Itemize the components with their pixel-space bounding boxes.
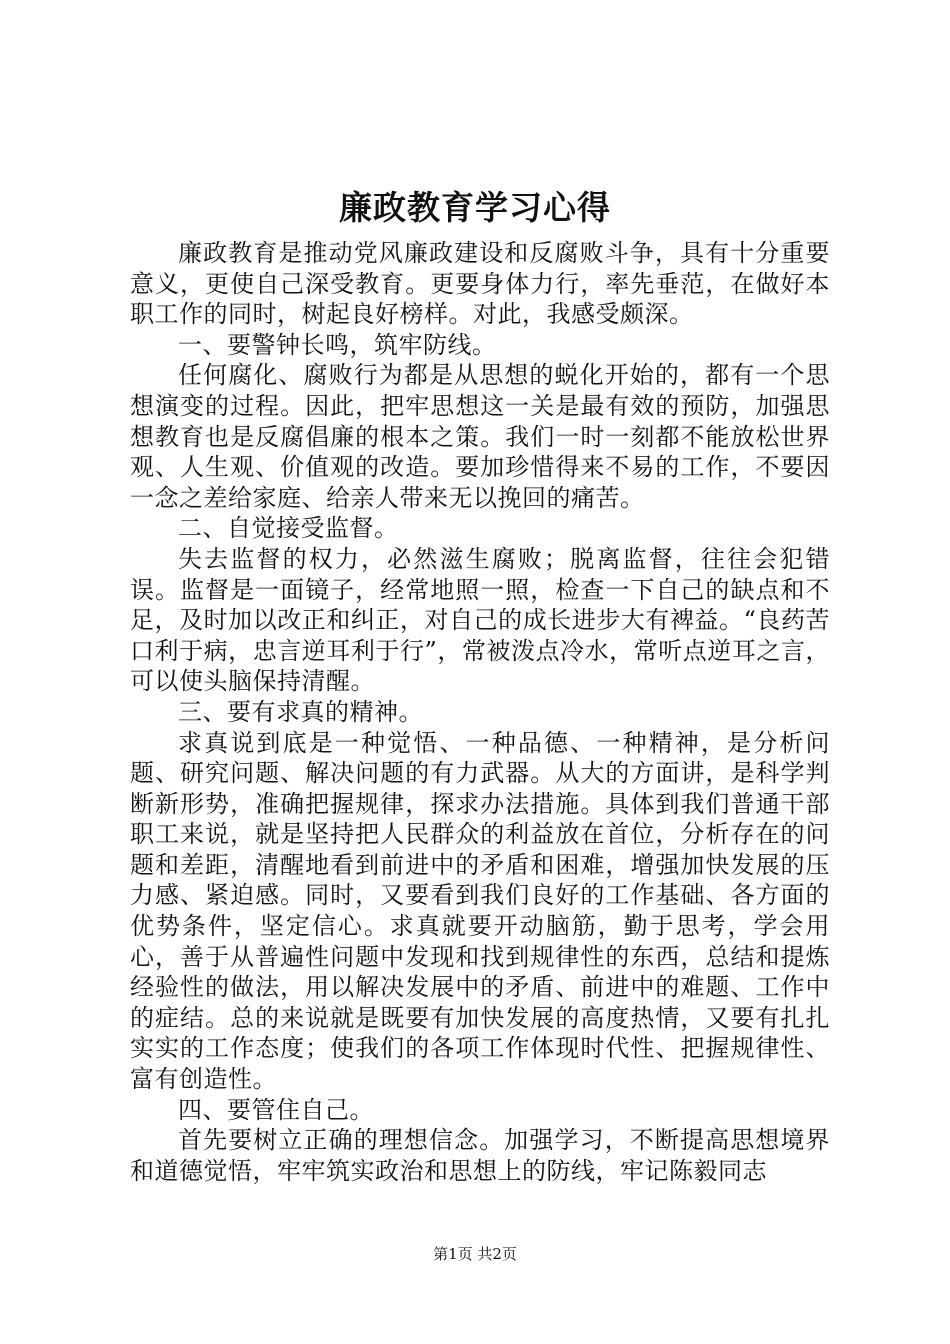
document-title: 廉政教育学习心得 bbox=[339, 188, 611, 227]
document-body bbox=[130, 238, 830, 1186]
paragraph-section-3: 求真说到底是一种觉悟、一种品德、一种精神，是分析问题、研究问题、解决问题的有力武器。从大的方面讲，是科学判断新形势，准确把握规律，探求办法措施。具体到我们普通干部职工来说，就是坚持把人民群众的利益放在首位，分析存在的问题和差距，清醒地看到前进中的矛盾和困难，增强加快发展的压力感、紧迫感。同时，又要看到我们良好的工作基础、各方面的优势条件，坚定信心。求真就要开动脑筋，勤于思考，学会用心，善于从普遍性问题中发现和找到规律性的东西，总结和提炼经验性的做法，用以解决发展中的矛盾、前进中的难题、工作中的症结。总的来说就是既要有加快发展的高度热情，又要有扎扎实实的工作态度；使我们的各项工作体现时代性、把握规律性、富有创造性。 bbox=[130, 728, 830, 1094]
paragraph-section-2: 失去监督的权力，必然滋生腐败；脱离监督，往往会犯错误。监督是一面镜子，经常地照一照，检查一下自己的缺点和不足，及时加以改正和纠正，对自己的成长进步大有裨益。“良药苦口利于病，忠言逆耳利于行”，常被泼点冷水，常听点逆耳之言，可以使头脑保持清醒。 bbox=[130, 544, 830, 696]
paragraph-intro: 廉政教育是推动党风廉政建设和反腐败斗争，具有十分重要意义，更使自己深受教育。更要身体力行，率先垂范，在做好本职工作的同时，树起良好榜样。对此，我感受颇深。 bbox=[130, 239, 830, 329]
paragraph-section-4: 首先要树立正确的理想信念。加强学习，不断提高思想境界和道德觉悟，牢牢筑实政治和思想上的防线，牢记陈毅同志 bbox=[130, 1126, 830, 1185]
page-footer: 第1页 共2页 bbox=[433, 1245, 517, 1263]
section-heading-1: 一、要警钟长鸣，筑牢防线。 bbox=[178, 330, 497, 359]
section-heading-3: 三、要有求真的精神。 bbox=[178, 697, 423, 726]
section-heading-4: 四、要管住自己。 bbox=[178, 1095, 374, 1124]
paragraph-section-1: 任何腐化、腐败行为都是从思想的蜕化开始的，都有一个思想演变的过程。因此，把牢思想这一关是最有效的预防，加强思想教育也是反腐倡廉的根本之策。我们一时一刻都不能放松世界观、人生观、价值观的改造。要加珍惜得来不易的工作，不要因一念之差给家庭、给亲人带来无以挽回的痛苦。 bbox=[130, 361, 830, 512]
section-heading-2: 二、自觉接受监督。 bbox=[178, 514, 399, 543]
